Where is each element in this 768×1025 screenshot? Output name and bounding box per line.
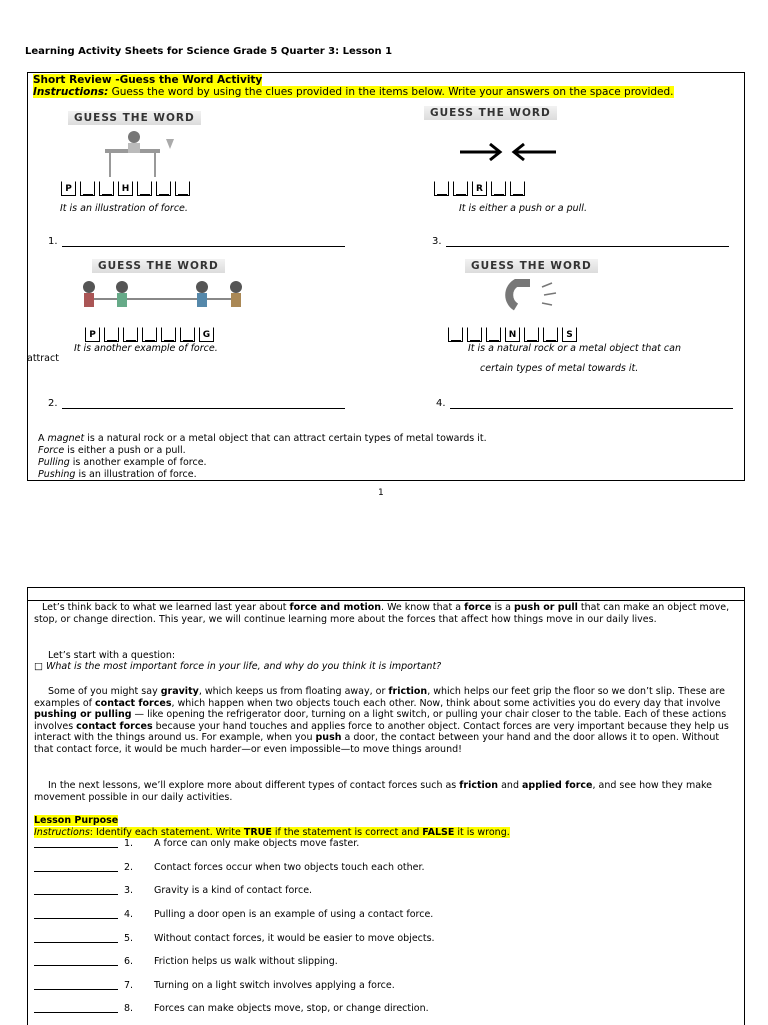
statement-row [34,980,395,991]
intro-paragraph-4: Some of you might say gravity, which keeps us from floating away, or friction, which helps our feet grip the floor so we don’t slip. These are examples of contact forces, which happen when two objects touch each other. Now, think about some activities you do every day that involve pushing or pulling — like opening the refrigerator door, turning on a light switch, or pulling your chair closer to the table. Each of these actions involves contact forces because your hand touches and applies force to another object. Contact forces are very important because they help us interact with the things around us. For example, when you push a door, the contact between your hand and the door allows it to open. Without that contact force, it would be much harder—or even impossible—to move things around! [34,686,729,755]
guess-panel-title: GUESS THE WORD [424,106,557,120]
statement-text: Friction helps us walk without slipping. [154,956,338,967]
statement-row [34,909,433,920]
intro-question: □ What is the most important force in your life, and why do you think it is important? [34,661,442,672]
answer-line-2[interactable]: 2. [48,398,345,409]
answer-blank[interactable] [34,1003,118,1013]
answer-blank[interactable] [34,933,118,943]
answer-blank[interactable] [34,909,118,919]
letter-tile [543,327,558,342]
statement-text: Contact forces occur when two objects touch each other. [154,862,425,873]
opposing-arrows-icon [456,141,560,163]
answer-blank[interactable] [34,956,118,966]
statement-row [34,862,425,873]
letter-tile [453,181,468,196]
letter-tile [161,327,176,342]
letter-tile [99,181,114,196]
lesson-purpose-instructions: Instructions: Identify each statement. Write TRUE if the statement is correct and FALSE it is wrong. [34,827,510,838]
key-list [38,433,487,481]
word-tiles-2 [85,327,214,342]
answer-blank[interactable] [34,838,118,848]
statement-row [34,1003,429,1014]
letter-tile [486,327,501,342]
intro-paragraph-1: Let’s think back to what we learned last year about force and motion. We know that a force is a push or pull that can make an object move, stop, or change direction. This year, we will continue learning more about the forces that affect how things move in our daily lives. [34,602,730,625]
clue-4-line2: certain types of metal towards it. [480,363,639,374]
word-tiles-1 [61,181,190,196]
magnet-icon [502,277,572,319]
answer-blank[interactable] [34,885,118,895]
word-tiles-3 [434,181,525,196]
answer-line-3[interactable]: 3. [432,236,729,247]
letter-tile: H [118,181,133,196]
answer-blank[interactable] [34,862,118,872]
review-title: Short Review -Guess the Word Activity [33,74,263,86]
letter-tile [467,327,482,342]
clue-1: It is an illustration of force. [60,203,188,214]
document-header: Learning Activity Sheets for Science Grade 5 Quarter 3: Lesson 1 [25,46,393,57]
review-activity-box [27,72,745,481]
statement-text: Without contact forces, it would be easier to move objects. [154,933,435,944]
statement-text: A force can only make objects move faster. [154,838,360,849]
answer-line-4[interactable]: 4. [436,398,733,409]
statement-row [34,838,359,849]
statement-number: 1. [124,838,134,849]
statement-text: Forces can make objects move, stop, or change direction. [154,1003,429,1014]
statement-text: Pulling a door open is an example of using a contact force. [154,909,434,920]
divider [28,600,744,601]
letter-tile: N [505,327,520,342]
statement-number: 8. [124,1003,134,1014]
statement-row [34,933,435,944]
letter-tile: R [472,181,487,196]
statement-number: 5. [124,933,134,944]
letter-tile [175,181,190,196]
word-tiles-4 [448,327,577,342]
key-item: A magnet is a natural rock or a metal object that can attract certain types of metal towards it. [38,433,487,444]
letter-tile [156,181,171,196]
letter-tile: G [199,327,214,342]
statement-number: 7. [124,980,134,991]
guess-panel-title: GUESS THE WORD [92,259,225,273]
letter-tile [510,181,525,196]
statement-number: 6. [124,956,134,967]
page-number: 1 [378,488,384,498]
lesson-box [27,587,745,1025]
clue-3: It is either a push or a pull. [459,203,587,214]
statement-text: Turning on a light switch involves applying a force. [154,980,395,991]
key-item: Pushing is an illustration of force. [38,469,197,480]
clue-4: It is a natural rock or a metal object that can [468,343,681,354]
statement-number: 4. [124,909,134,920]
letter-tile [137,181,152,196]
answer-blank[interactable] [34,980,118,990]
key-item: Pulling is another example of force. [38,457,207,468]
letter-tile: S [562,327,577,342]
letter-tile [104,327,119,342]
letter-tile [123,327,138,342]
child-pushing-table-illustration [100,129,180,179]
letter-tile [491,181,506,196]
letter-tile [80,181,95,196]
intro-paragraph-2: Let’s start with a question: [48,650,176,661]
letter-tile: P [85,327,100,342]
letter-tile: P [61,181,76,196]
statement-number: 2. [124,862,134,873]
intro-paragraph-5: In the next lessons, we’ll explore more about different types of contact forces such as friction and applied force, and see how they make movement possible in our daily activities. [34,780,713,803]
review-instructions: Instructions: Guess the word by using the clues provided in the items below. Write your answers on the space provided. [33,86,674,98]
clue-2-overflow: attract [27,353,59,364]
statement-text: Gravity is a kind of contact force. [154,885,313,896]
answer-line-1[interactable]: 1. [48,236,345,247]
clue-2: It is another example of force. [74,343,218,354]
letter-tile [524,327,539,342]
letter-tile [434,181,449,196]
statement-row [34,885,312,896]
key-item: Force is either a push or a pull. [38,445,186,456]
guess-panel-title: GUESS THE WORD [68,111,201,125]
guess-panel-title: GUESS THE WORD [465,259,598,273]
statement-row [34,956,338,967]
letter-tile [142,327,157,342]
letter-tile [448,327,463,342]
lesson-purpose-title: Lesson Purpose [34,815,119,826]
letter-tile [180,327,195,342]
checkbox-glyph-icon: □ [34,661,43,672]
statement-number: 3. [124,885,134,896]
tug-of-war-illustration [74,277,254,321]
